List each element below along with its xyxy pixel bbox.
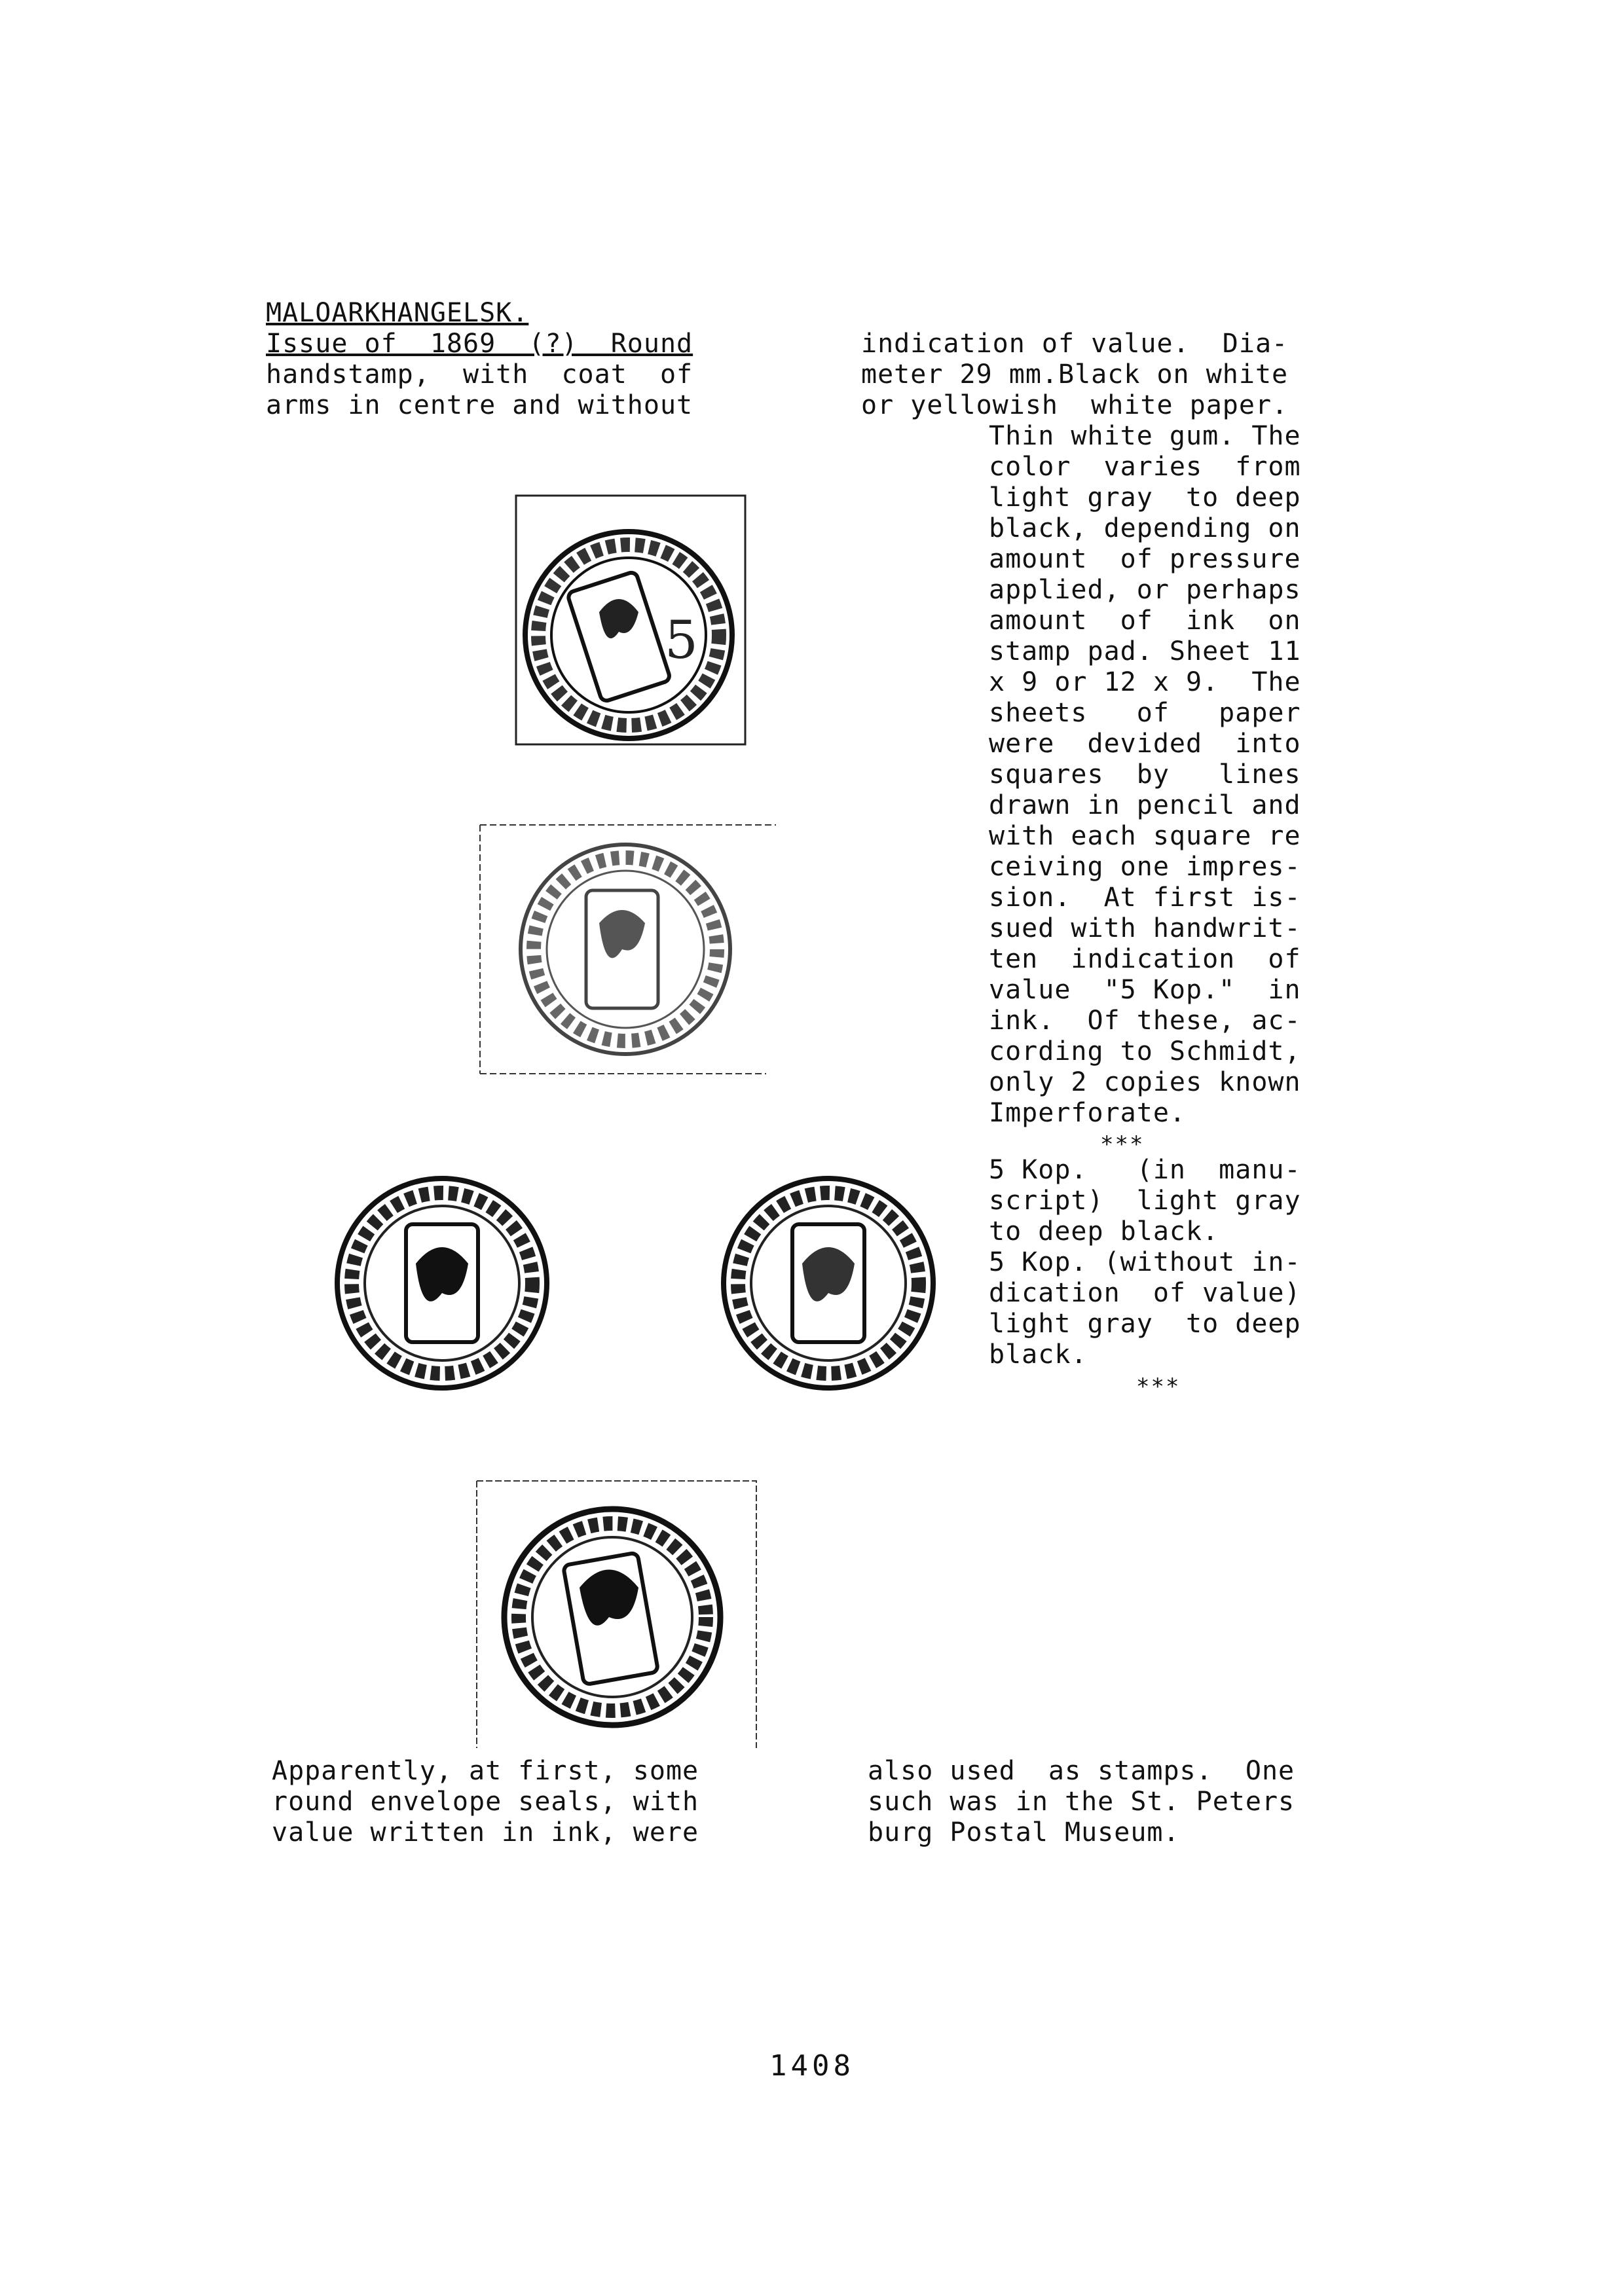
- right-top-line-3: or yellowish white paper.: [861, 390, 1289, 420]
- section-title: MALOARKHANGELSK.: [266, 298, 529, 328]
- right-top-line-1: indication of value. Dia-: [861, 329, 1289, 359]
- body-line: amount of ink on: [989, 606, 1301, 636]
- separator-stars: ***: [1136, 1374, 1181, 1400]
- body-line: were devided into: [989, 729, 1301, 759]
- page-number: 1408: [769, 2049, 855, 2083]
- body-line: value "5 Kop." in: [989, 975, 1301, 1005]
- body-line: light gray to deep: [989, 483, 1301, 513]
- body-line: drawn in pencil and: [989, 790, 1301, 820]
- bottom-right-line-2: such was in the St. Peters: [868, 1787, 1295, 1817]
- stamp-image-4: [697, 1159, 959, 1408]
- variety-line: 5 Kop. (without in-: [989, 1247, 1301, 1277]
- body-line: sued with handwrit-: [989, 913, 1301, 943]
- variety-line: black.: [989, 1339, 1088, 1370]
- intro-line-3: arms in centre and without: [266, 390, 693, 420]
- variety-line: light gray to deep: [989, 1309, 1301, 1339]
- body-line: sion. At first is-: [989, 883, 1301, 913]
- body-line: ceiving one impres-: [989, 852, 1301, 882]
- bottom-right-line-3: burg Postal Museum.: [868, 1817, 1180, 1848]
- body-line: x 9 or 12 x 9. The: [989, 667, 1301, 697]
- bottom-left-line-2: round envelope seals, with: [272, 1787, 699, 1817]
- body-line: squares by lines: [989, 759, 1301, 790]
- body-line: ink. Of these, ac-: [989, 1006, 1301, 1036]
- variety-line: script) light gray: [989, 1186, 1301, 1216]
- svg-text:5: 5: [665, 610, 698, 670]
- variety-line: to deep black.: [989, 1216, 1219, 1247]
- body-line: Thin white gum. The: [989, 421, 1301, 451]
- body-line: only 2 copies known: [989, 1067, 1301, 1097]
- bottom-left-line-3: value written in ink, were: [272, 1817, 699, 1848]
- intro-line-1: Issue of 1869 (?) Round: [266, 329, 693, 359]
- body-line: black, depending on: [989, 513, 1301, 543]
- bottom-right-line-1: also used as stamps. One: [868, 1756, 1295, 1786]
- stamp-image-2: [478, 818, 779, 1080]
- intro-line-2: handstamp, with coat of: [266, 359, 693, 390]
- variety-line: dication of value): [989, 1278, 1301, 1308]
- separator-stars: ***: [1100, 1131, 1145, 1157]
- body-line: sheets of paper: [989, 698, 1301, 728]
- stamp-image-5: [475, 1473, 763, 1755]
- right-top-line-2: meter 29 mm.Black on white: [861, 359, 1289, 390]
- body-line: amount of pressure: [989, 544, 1301, 574]
- stamp-image-1: [514, 488, 750, 750]
- body-line: color varies from: [989, 452, 1301, 482]
- body-line: with each square re: [989, 821, 1301, 851]
- stamp-image-3: [311, 1159, 573, 1408]
- bottom-left-line-1: Apparently, at first, some: [272, 1756, 699, 1786]
- body-line: ten indication of: [989, 944, 1301, 974]
- body-line: Imperforate.: [989, 1098, 1186, 1128]
- body-line: cording to Schmidt,: [989, 1036, 1301, 1066]
- body-line: stamp pad. Sheet 11: [989, 636, 1301, 666]
- body-line: applied, or perhaps: [989, 575, 1301, 605]
- variety-line: 5 Kop. (in manu-: [989, 1155, 1301, 1185]
